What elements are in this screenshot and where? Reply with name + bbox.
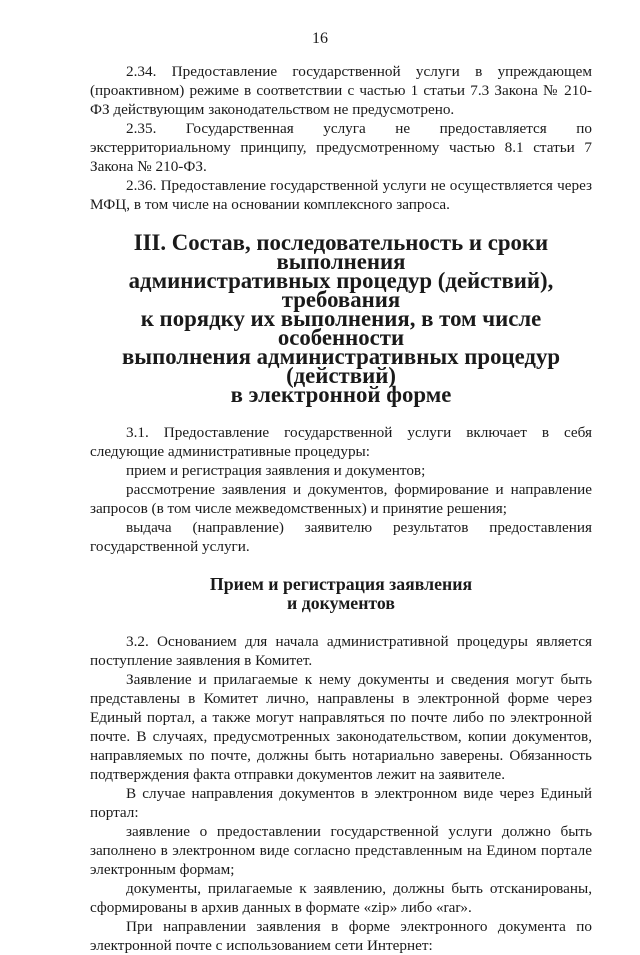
procedure-item: выдача (направление) заявителю результатов предоставления государственной услуги.: [90, 519, 592, 555]
document-body: [90, 62, 592, 955]
paragraph-email: При направлении заявления в форме электронного документа по электронной почте с использованием сети Интернет:: [90, 918, 592, 954]
electronic-item: заявление о предоставлении государственной услуги должно быть заполнено в электронном виде согласно представленным на Едином портале электронным формам;: [90, 823, 592, 878]
subsection-heading: [90, 575, 592, 613]
section-3-heading: [90, 230, 592, 407]
procedure-item: рассмотрение заявления и документов, формирование и направление запросов (в том числе межведомственных) и принятие решения;: [90, 481, 592, 517]
paragraph-submission: Заявление и прилагаемые к нему документы и сведения могут быть представлены в Комитет лично, направлены в электронной форме через Единый портал, а также могут направляться по почте либо по электронной почте. В случаях, предусмотренных законодательством, копии документов, направляемых по почте, должны быть нотариально заверены. Обязанность подтверждения факта отправки документов лежит на заявителе.: [90, 671, 592, 783]
paragraph-2-36: 2.36. Предоставление государственной услуги не осуществляется через МФЦ, в том числе на основании комплексного запроса.: [90, 177, 592, 213]
page-number: 16: [312, 30, 328, 47]
paragraph-3-2: 3.2. Основанием для начала административной процедуры является поступление заявления в Комитет.: [90, 633, 592, 669]
paragraph-2-35: 2.35. Государственная услуга не предоставляется по экстерриториальному принципу, предусмотренному частью 8.1 статьи 7 Закона № 210-ФЗ.: [90, 120, 592, 175]
section-3-heading-line: III. Состав, последовательность и сроки выполнения: [133, 230, 549, 274]
paragraph-2-34: 2.34. Предоставление государственной услуги в упреждающем (проактивном) режиме в соответствии с частью 1 статьи 7.3 Закона № 210-ФЗ действующим законодательством не предусмотрено.: [90, 63, 592, 118]
section-3-heading-line: к порядку их выполнения, в том числе особенности: [140, 306, 542, 350]
paragraph-electronic: В случае направления документов в электронном виде через Единый портал:: [90, 785, 592, 821]
procedure-item: прием и регистрация заявления и документов;: [126, 462, 426, 479]
subsection-heading-line: Прием и регистрация заявления: [209, 574, 473, 594]
section-3-heading-line: в электронной форме: [230, 382, 452, 407]
paragraph-3-1: 3.1. Предоставление государственной услуги включает в себя следующие административные процедуры:: [90, 424, 592, 460]
section-3-heading-line: административных процедур (действий), требования: [128, 268, 554, 312]
electronic-item: документы, прилагаемые к заявлению, должны быть отсканированы, сформированы в архив данных в формате «zip» либо «rar».: [90, 880, 592, 916]
section-3-heading-line: выполнения административных процедур (действий): [121, 344, 561, 388]
subsection-heading-line: и документов: [287, 593, 395, 613]
